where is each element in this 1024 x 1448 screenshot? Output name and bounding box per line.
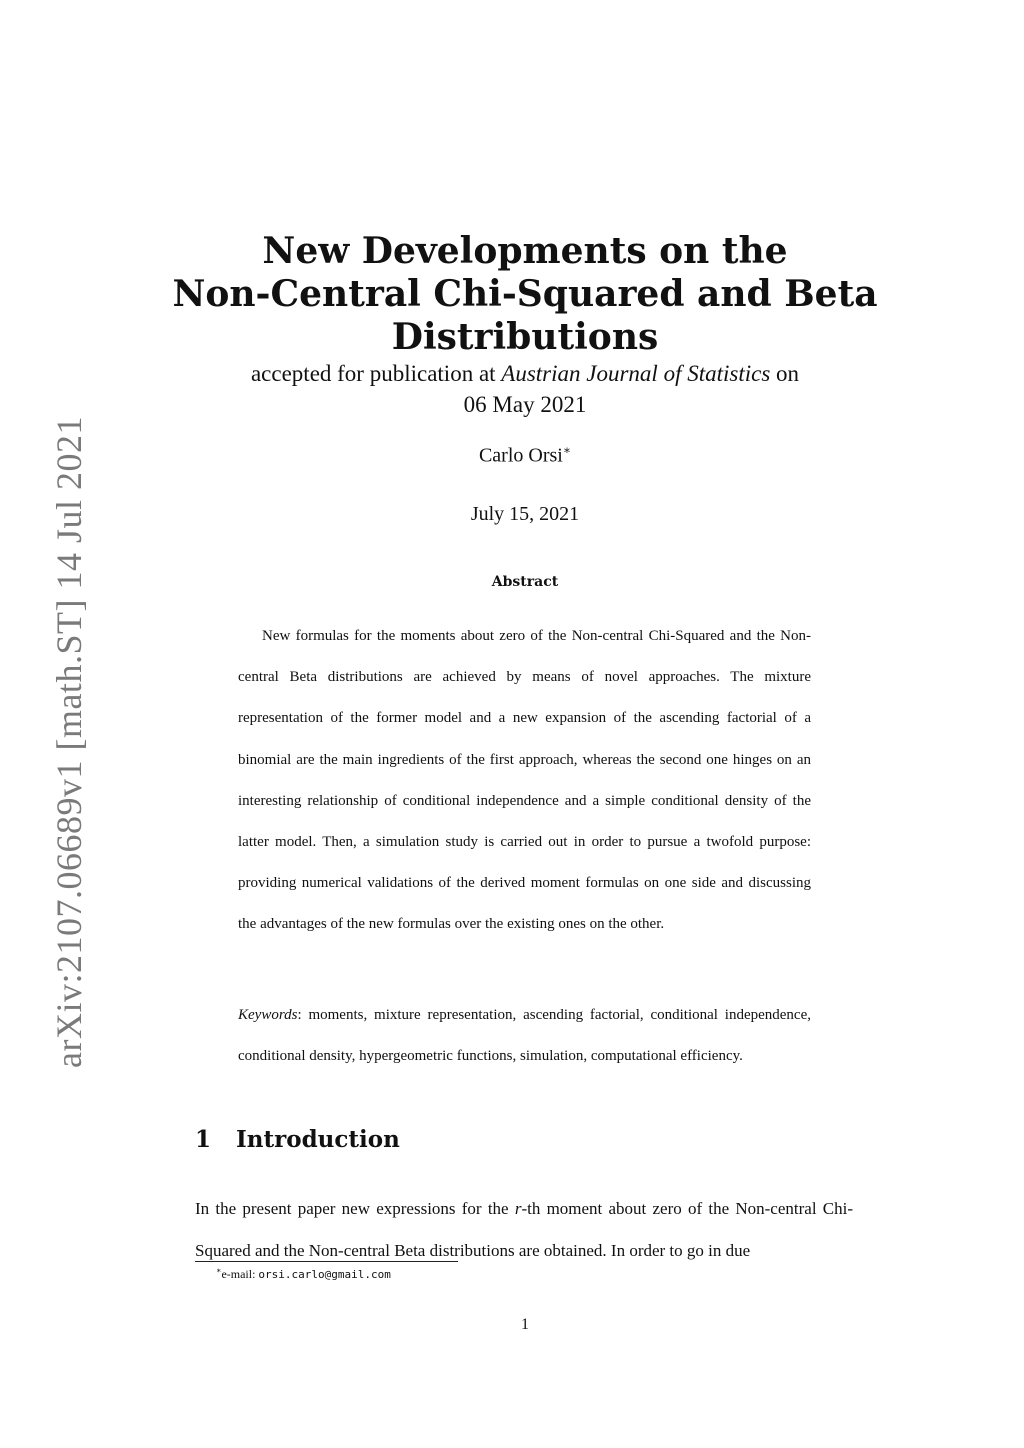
author-name: Carlo Orsi bbox=[478, 444, 563, 467]
publication-note-suffix: on bbox=[770, 361, 800, 386]
page-number: 1 bbox=[521, 1316, 529, 1333]
keywords-list: : moments, mixture representation, ascending factorial, conditional independence, conditional density, hypergeometric functions, simulation, computational efficiency. bbox=[238, 1007, 811, 1065]
journal-name: Austrian Journal of Statistics bbox=[501, 361, 771, 386]
introduction-paragraph bbox=[195, 1188, 853, 1272]
paper-date: July 15, 2021 bbox=[470, 503, 580, 525]
author-email-link[interactable]: orsi.carlo@gmail.com bbox=[258, 1268, 391, 1281]
author-line bbox=[160, 443, 890, 468]
intro-text-part-1: In the present paper new expressions for the bbox=[195, 1199, 515, 1218]
footnote bbox=[216, 1266, 391, 1282]
publication-note-prefix: accepted for publication at bbox=[250, 361, 502, 386]
abstract-heading: Abstract bbox=[491, 574, 559, 590]
footnote-mark: ∗ bbox=[216, 1266, 222, 1275]
keywords-label: Keywords bbox=[238, 1007, 298, 1023]
arxiv-identifier-stamp[interactable]: arXiv:2107.06689v1 [math.ST] 14 Jul 2021 bbox=[49, 416, 89, 1068]
acceptance-date: 06 May 2021 bbox=[463, 392, 587, 417]
publication-note bbox=[160, 358, 890, 420]
author-footnote-mark[interactable]: ∗ bbox=[562, 443, 572, 457]
keywords-paragraph bbox=[238, 995, 811, 1077]
section-title: Introduction bbox=[236, 1126, 400, 1153]
section-number: 1 bbox=[195, 1126, 212, 1153]
title-line-1: New Developments on the bbox=[262, 230, 788, 272]
footnote-label: e-mail: bbox=[221, 1267, 259, 1281]
title-line-2: Non-Central Chi-Squared and Beta bbox=[172, 273, 878, 315]
intro-text-part-2: -th moment about zero of the Non-central Chi-Squared and the Non-central Beta distributions are obtained. In order to go in due bbox=[195, 1199, 853, 1260]
title-line-3: Distributions bbox=[391, 316, 659, 358]
footnote-divider bbox=[195, 1261, 458, 1262]
section-heading-introduction bbox=[195, 1126, 400, 1153]
abstract-body: New formulas for the moments about zero of the Non-central Chi-Squared and the Non-central Beta distributions are achieved by means of novel approaches. The mixture representation of the former model and a new expansion of the ascending factorial of a binomial are the main ingredients of the first approach, whereas the second one hinges on an interesting relationship of conditional independence and a simple conditional density of the latter model. Then, a simulation study is carried out in order to pursue a twofold purpose: providing numerical validations of the derived moment formulas on one side and discussing the advantages of the new formulas over the existing ones on the other. bbox=[238, 628, 811, 933]
paper-title bbox=[160, 230, 890, 359]
intro-math-r: r bbox=[514, 1199, 522, 1218]
